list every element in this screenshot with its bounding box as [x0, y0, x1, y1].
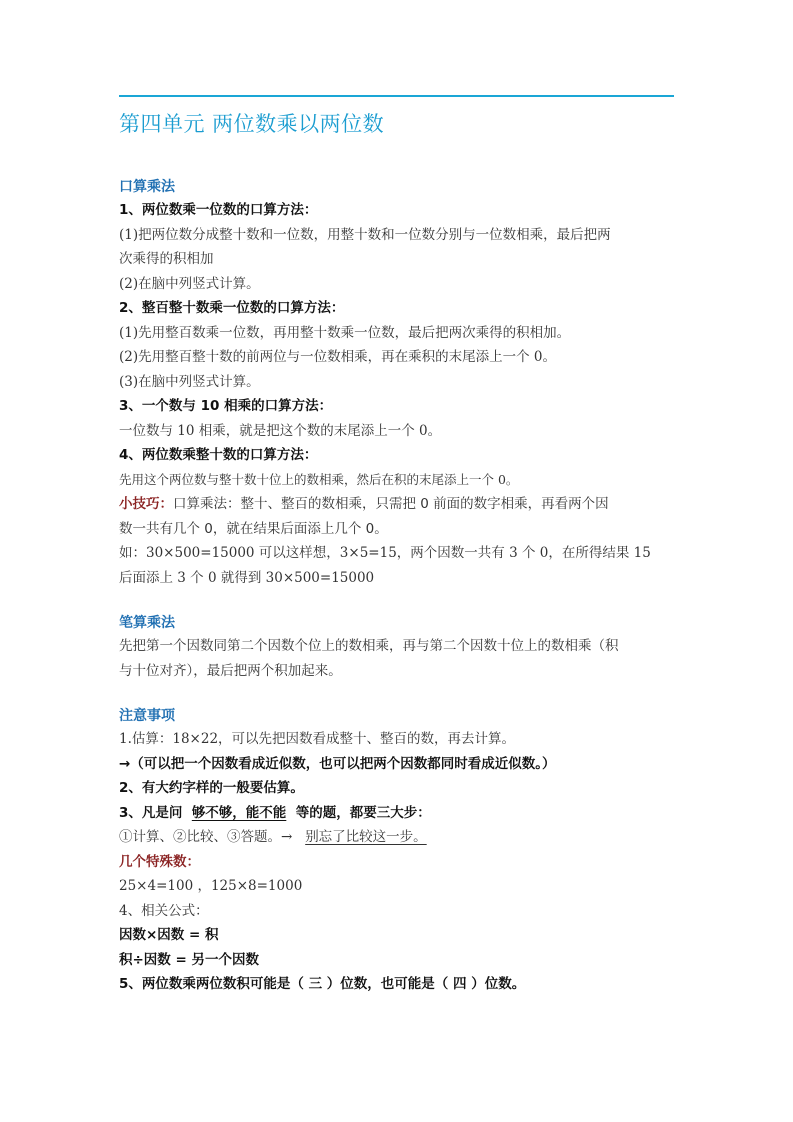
formula-line: 积÷因数 = 另一个因数 — [119, 951, 260, 968]
item-heading: 3、一个数与 10 相乘的口算方法： — [119, 398, 333, 414]
section-heading-notes: 注意事项 — [119, 708, 175, 724]
note-line: 5、两位数乘两位数积可能是（ 三 ）位数，也可能是（ 四 ）位数。 — [119, 976, 526, 992]
section-heading-oral: 口算乘法 — [119, 179, 175, 195]
example-line: 如：30×500=15000 可以这样想，3×5=15，两个因数一共有 3 个 0，在所得结果 15 — [119, 545, 651, 561]
item-line: 一位数与 10 相乘，就是把这个数的末尾添上一个 0。 — [119, 422, 442, 439]
written-line: 与十位对齐），最后把两个积加起来。 — [119, 662, 342, 679]
item-line: 先用这个两位数与整十数十位上的数相乘，然后在积的末尾添上一个 0。 — [119, 471, 519, 487]
note-line: 1.估算：18×22，可以先把因数看成整十、整百的数，再去计算。 — [119, 731, 516, 747]
page-content — [119, 108, 679, 997]
special-heading: 几个特殊数： — [119, 853, 200, 870]
note-line — [119, 825, 679, 850]
note-text: 3、凡是问 — [119, 804, 183, 821]
item-heading: 1、两位数乘一位数的口算方法： — [119, 202, 318, 218]
written-line: 先把第一个因数同第二个因数个位上的数相乘，再与第二个因数十位上的数相乘（积 — [119, 638, 619, 654]
note-line — [119, 801, 679, 826]
item-line: (2)先用整百整十数的前两位与一位数相乘，再在乘积的末尾添上一个 0。 — [119, 349, 557, 365]
note-text: 等的题，都要三大步： — [295, 804, 431, 821]
item-heading: 2、整百整十数乘一位数的口算方法： — [119, 300, 345, 316]
example-line: 后面添上 3 个 0 就得到 30×500=15000 — [119, 569, 375, 586]
item-line: (3)在脑中列竖式计算。 — [119, 373, 260, 390]
page-title: 第四单元 两位数乘以两位数 — [119, 112, 385, 136]
tip-text: 口算乘法：整十、整百的数相乘，只需把 0 前面的数字相乘，再看两个因 — [173, 496, 609, 512]
note-line: 2、有大约字样的一般要估算。 — [119, 780, 304, 796]
formula-heading: 4、相关公式： — [119, 902, 209, 919]
item-line: (1)把两位数分成整十数和一位数，用整十数和一位数分别与一位数相乘，最后把两 — [119, 226, 611, 243]
note-line: →（可以把一个因数看成近似数，也可以把两个因数都同时看成近似数。） — [119, 755, 556, 772]
top-rule — [119, 95, 674, 97]
item-line: (1)先用整百数乘一位数，再用整十数乘一位数，最后把两次乘得的积相加。 — [119, 324, 571, 341]
underlined-text: 别忘了比较这一步。 — [305, 829, 427, 845]
underlined-text: 够不够，能不能 — [191, 804, 287, 821]
note-text: ①计算、②比较、③答题。→ — [119, 829, 293, 845]
special-line: 25×4=100 ，125×8=1000 — [119, 878, 303, 894]
tip-line: 数一共有几个 0，就在结果后面添上几个 0。 — [119, 520, 388, 537]
item-line: 次乘得的积相加 — [119, 251, 214, 267]
section-heading-written: 笔算乘法 — [119, 615, 175, 631]
item-heading: 4、两位数乘整十数的口算方法： — [119, 447, 318, 463]
tip-line — [119, 492, 679, 517]
tip-label: 小技巧： — [119, 496, 173, 512]
formula-line: 因数×因数 = 积 — [119, 927, 219, 943]
item-line: (2)在脑中列竖式计算。 — [119, 275, 260, 292]
